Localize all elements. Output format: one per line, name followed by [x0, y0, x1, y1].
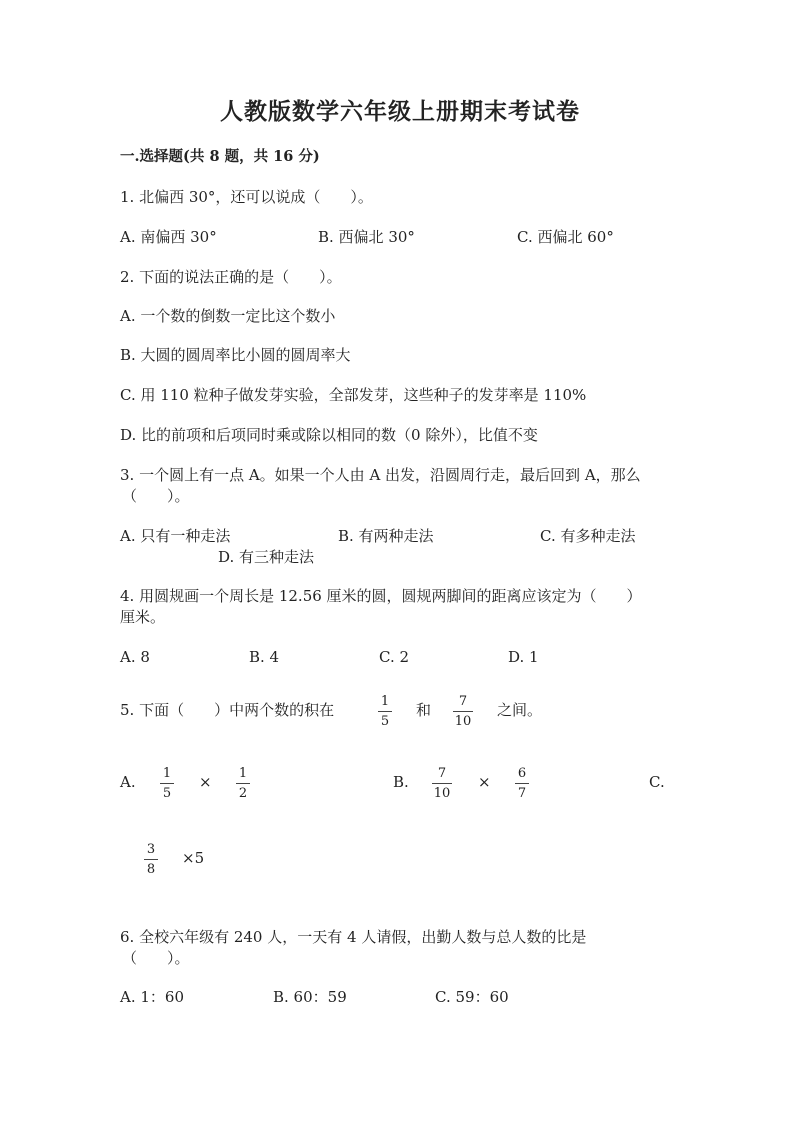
question-2-option-a: A. 一个数的倒数一定比这个数小	[120, 307, 336, 325]
question-6-option-b: B. 60：59	[273, 988, 347, 1006]
question-3-option-a: A. 只有一种走法	[120, 527, 231, 545]
question-5-option-c-fraction	[144, 843, 158, 876]
fraction-denominator: 10	[433, 786, 451, 801]
question-5-and: 和	[416, 701, 432, 719]
question-6-stem-cont: （ ）。	[122, 949, 190, 967]
question-5-option-c-rest: ×5	[182, 849, 205, 867]
fraction-numerator: 1	[380, 694, 390, 709]
fraction-denominator: 5	[162, 786, 172, 801]
question-5-option-b-fraction-1	[432, 767, 452, 800]
fraction-numerator: 7	[437, 766, 447, 781]
question-6-option-a: A. 1：60	[120, 988, 184, 1006]
question-6-stem: 6. 全校六年级有 240 人，一天有 4 人请假，出勤人数与总人数的比是	[120, 928, 587, 946]
question-5-fraction-high	[453, 695, 473, 728]
question-3-stem-cont: （ ）。	[122, 487, 190, 505]
fraction-numerator: 1	[238, 766, 248, 781]
question-5-stem-end: 之间。	[497, 701, 543, 719]
question-5-option-a-label: A.	[120, 773, 136, 791]
question-4-option-d: D. 1	[508, 648, 539, 666]
question-3-option-b: B. 有两种走法	[338, 527, 434, 545]
fraction-numerator: 6	[517, 766, 527, 781]
question-2-stem: 2. 下面的说法正确的是（ ）。	[120, 268, 342, 286]
section-heading: 一.选择题(共 8 题，共 16 分)	[120, 148, 320, 165]
fraction-numerator: 1	[162, 766, 172, 781]
question-5-option-c-label: C.	[649, 773, 665, 791]
question-1-stem: 1. 北偏西 30°，还可以说成（ ）。	[120, 188, 373, 206]
question-2-option-d: D. 比的前项和后项同时乘或除以相同的数（0 除外），比值不变	[120, 426, 538, 444]
fraction-denominator: 10	[454, 714, 472, 729]
fraction-numerator: 7	[458, 694, 468, 709]
question-4-option-c: C. 2	[379, 648, 410, 666]
question-5-option-b-label: B.	[393, 773, 409, 791]
page-title: 人教版数学六年级上册期末考试卷	[220, 98, 580, 125]
question-5-option-a-fraction-1	[160, 767, 174, 800]
fraction-denominator: 8	[146, 862, 156, 877]
question-4-option-b: B. 4	[249, 648, 280, 666]
question-4-stem: 4. 用圆规画一个周长是 12.56 厘米的圆，圆规两脚间的距离应该定为（ ）	[120, 587, 642, 605]
question-4-option-a: A. 8	[120, 648, 150, 666]
question-3-option-c: C. 有多种走法	[540, 527, 636, 545]
question-5-fraction-low	[378, 695, 392, 728]
fraction-denominator: 7	[517, 786, 527, 801]
question-5-stem: 5. 下面（ ）中两个数的积在	[120, 701, 335, 719]
question-4-stem-cont: 厘米。	[120, 608, 166, 626]
question-5-option-a-fraction-2	[236, 767, 250, 800]
question-1-option-a: A. 南偏西 30°	[120, 228, 217, 246]
question-5-option-a-times: ×	[199, 773, 212, 791]
question-3-stem: 3. 一个圆上有一点 A。如果一个人由 A 出发，沿圆周行走，最后回到 A，那么	[120, 466, 641, 484]
question-5-option-b-times: ×	[478, 773, 491, 791]
question-6-option-c: C. 59：60	[435, 988, 509, 1006]
question-2-option-c: C. 用 110 粒种子做发芽实验，全部发芽，这些种子的发芽率是 110%	[120, 386, 587, 404]
fraction-denominator: 2	[238, 786, 248, 801]
fraction-numerator: 3	[146, 842, 156, 857]
fraction-denominator: 5	[380, 714, 390, 729]
question-5-option-b-fraction-2	[515, 767, 529, 800]
question-3-option-d: D. 有三种走法	[218, 548, 315, 566]
question-1-option-c: C. 西偏北 60°	[517, 228, 614, 246]
question-2-option-b: B. 大圆的圆周率比小圆的圆周率大	[120, 346, 351, 364]
question-1-option-b: B. 西偏北 30°	[318, 228, 415, 246]
